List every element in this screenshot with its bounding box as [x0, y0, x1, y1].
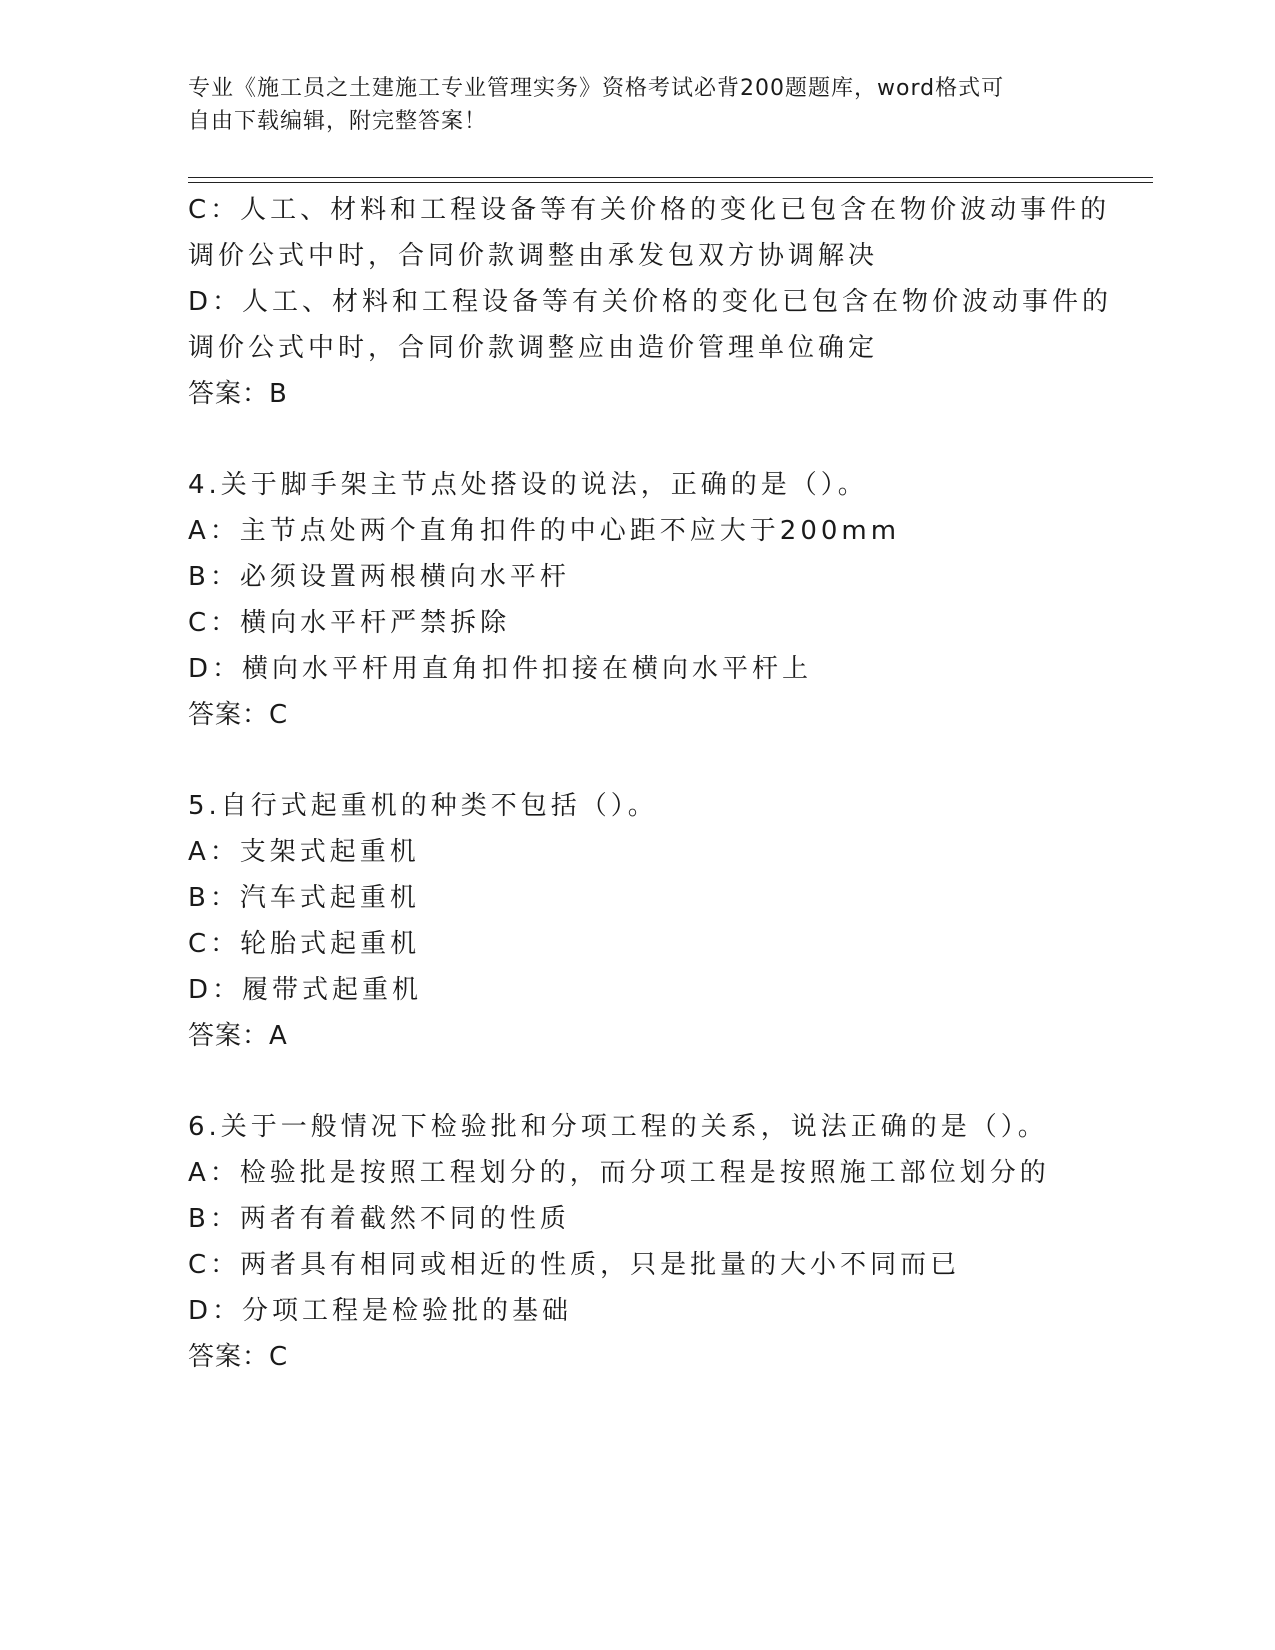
question-6	[188, 1104, 1148, 1380]
header-title-line-2: 自由下载编辑，附完整答案！	[188, 109, 488, 134]
question-4	[188, 462, 1148, 738]
option-text-line: C：人工、材料和工程设备等有关价格的变化已包含在物价波动事件的	[188, 195, 1111, 225]
question-stem: 6.关于一般情况下检验批和分项工程的关系，说法正确的是（）。	[188, 1112, 1048, 1142]
option-c: C：横向水平杆严禁拆除	[188, 608, 511, 638]
option-c: C：轮胎式起重机	[188, 929, 421, 959]
document-body	[188, 187, 1148, 1380]
option-b: B：汽车式起重机	[188, 883, 420, 913]
option-d: D：横向水平杆用直角扣件扣接在横向水平杆上	[188, 654, 813, 684]
header-divider-bottom	[188, 182, 1153, 183]
header-divider-top	[188, 177, 1153, 178]
option-c: C：两者具有相同或相近的性质，只是批量的大小不同而已	[188, 1250, 961, 1280]
answer-line: 答案：C	[188, 1342, 289, 1372]
option-d: D：分项工程是检验批的基础	[188, 1296, 573, 1326]
option-a: A：检验批是按照工程划分的，而分项工程是按照施工部位划分的	[188, 1158, 1050, 1188]
spacer	[188, 1059, 1148, 1104]
option-b: B：必须设置两根横向水平杆	[188, 562, 570, 592]
option-b: B：两者有着截然不同的性质	[188, 1204, 570, 1234]
answer-line: 答案：B	[188, 379, 288, 409]
option-d: D：履带式起重机	[188, 975, 423, 1005]
question-stem: 4.关于脚手架主节点处搭设的说法，正确的是（）。	[188, 470, 868, 500]
spacer	[188, 738, 1148, 783]
spacer	[188, 417, 1148, 462]
header-title-line-1: 专业《施工员之土建施工专业管理实务》资格考试必背200题题库，word格式可	[188, 76, 1005, 101]
option-a: A：主节点处两个直角扣件的中心距不应大于200mm	[188, 516, 901, 546]
option-text-line: D：人工、材料和工程设备等有关价格的变化已包含在物价波动事件的	[188, 287, 1113, 317]
question-stem: 5.自行式起重机的种类不包括（）。	[188, 791, 658, 821]
option-a: A：支架式起重机	[188, 837, 420, 867]
question-5	[188, 783, 1148, 1059]
answer-line: 答案：C	[188, 700, 289, 730]
document-header	[188, 72, 1088, 138]
answer-line: 答案：A	[188, 1021, 288, 1051]
question-continued	[188, 187, 1148, 417]
option-text-line: 调价公式中时，合同价款调整由承发包双方协调解决	[188, 241, 879, 271]
option-text-line: 调价公式中时，合同价款调整应由造价管理单位确定	[188, 333, 879, 363]
